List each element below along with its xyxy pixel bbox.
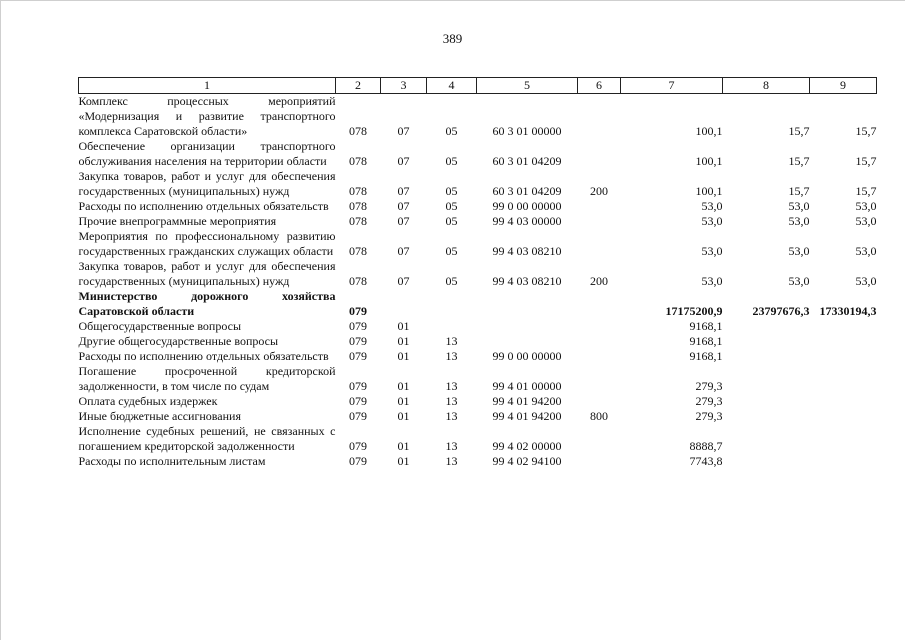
- header-col-1: 1: [79, 78, 336, 94]
- row-name-cell: Другие общегосударственные вопросы: [78, 334, 279, 348]
- expense-type-cell: [578, 424, 621, 454]
- header-col-2: 2: [336, 78, 381, 94]
- amount-col9-cell: 17330194,3: [819, 304, 877, 318]
- target-article-cell: 99 4 03 08210: [492, 244, 562, 258]
- table-row: [79, 214, 877, 229]
- code-main-cell: 079: [349, 334, 367, 348]
- table-row: [79, 229, 877, 259]
- expense-type-cell: [578, 394, 621, 409]
- amount-col9-cell: 53,0: [855, 199, 877, 213]
- amount-col9-cell: [810, 364, 877, 394]
- amount-col7-cell: 53,0: [701, 274, 723, 288]
- section-cell: 01: [397, 454, 410, 468]
- code-main-cell: 078: [349, 154, 367, 168]
- expense-type-cell: [578, 214, 621, 229]
- subsection-cell: 13: [445, 439, 458, 453]
- table-row: [79, 454, 877, 469]
- amount-col7-cell: 100,1: [695, 154, 723, 168]
- table-row: [79, 334, 877, 349]
- amount-col8-cell: 53,0: [788, 274, 810, 288]
- code-main-cell: 079: [349, 304, 367, 318]
- section-cell: 07: [397, 214, 410, 228]
- row-name-cell: Расходы по исполнению отдельных обязательств: [78, 349, 329, 363]
- table-row: [79, 409, 877, 424]
- expense-type-cell: 200: [590, 184, 608, 198]
- amount-col7-cell: 279,3: [695, 379, 723, 393]
- target-article-cell: 60 3 01 00000: [492, 124, 562, 138]
- table-row: [79, 259, 877, 289]
- section-cell: 01: [397, 439, 410, 453]
- section-cell: 07: [397, 184, 410, 198]
- table-row: [79, 169, 877, 199]
- expense-type-cell: [578, 139, 621, 169]
- subsection-cell: 05: [445, 154, 458, 168]
- header-col-4: 4: [427, 78, 477, 94]
- code-main-cell: 079: [349, 409, 367, 423]
- header-col-7: 7: [621, 78, 723, 94]
- row-name-cell: Общегосударственные вопросы: [78, 319, 242, 333]
- subsection-cell: 05: [445, 274, 458, 288]
- header-col-8: 8: [723, 78, 810, 94]
- amount-col8-cell: [723, 334, 810, 349]
- subsection-cell: [427, 289, 477, 319]
- expense-type-cell: [578, 94, 621, 140]
- section-cell: 01: [397, 409, 410, 423]
- table-header-row: [79, 78, 877, 94]
- amount-col8-cell: 15,7: [788, 184, 810, 198]
- code-main-cell: 078: [349, 199, 367, 213]
- code-main-cell: 078: [349, 244, 367, 258]
- amount-col9-cell: [810, 319, 877, 334]
- amount-col7-cell: 279,3: [695, 409, 723, 423]
- row-name-cell: Оплата судебных издержек: [78, 394, 218, 408]
- subsection-cell: 05: [445, 184, 458, 198]
- subsection-cell: 13: [445, 349, 458, 363]
- target-article-cell: 60 3 01 04209: [492, 154, 562, 168]
- amount-col8-cell: [723, 394, 810, 409]
- target-article-cell: 99 4 02 94100: [492, 454, 562, 468]
- code-main-cell: 079: [349, 319, 367, 333]
- subsection-cell: 13: [445, 409, 458, 423]
- row-name-cell: Обеспечение организации транспортного обслуживания населения на территории области: [78, 139, 336, 168]
- section-cell: 01: [397, 394, 410, 408]
- header-col-3: 3: [381, 78, 427, 94]
- amount-col9-cell: [810, 394, 877, 409]
- amount-col7-cell: 9168,1: [689, 334, 723, 348]
- amount-col7-cell: 279,3: [695, 394, 723, 408]
- amount-col8-cell: 53,0: [788, 214, 810, 228]
- subsection-cell: 13: [445, 454, 458, 468]
- code-main-cell: 078: [349, 274, 367, 288]
- code-main-cell: 078: [349, 124, 367, 138]
- code-main-cell: 079: [349, 454, 367, 468]
- row-name-cell: Прочие внепрограммные мероприятия: [78, 214, 277, 228]
- amount-col7-cell: 53,0: [701, 244, 723, 258]
- amount-col7-cell: 100,1: [695, 184, 723, 198]
- target-article-cell: 99 0 00 00000: [492, 349, 562, 363]
- amount-col7-cell: 53,0: [701, 199, 723, 213]
- target-article-cell: 99 4 03 00000: [492, 214, 562, 228]
- amount-col7-cell: 7743,8: [689, 454, 723, 468]
- amount-col9-cell: 15,7: [855, 124, 877, 138]
- target-article-cell: [477, 334, 578, 349]
- table-row: [79, 289, 877, 319]
- amount-col8-cell: 53,0: [788, 199, 810, 213]
- section-cell: 01: [397, 379, 410, 393]
- amount-col8-cell: [723, 364, 810, 394]
- amount-col7-cell: 17175200,9: [665, 304, 723, 318]
- code-main-cell: 079: [349, 349, 367, 363]
- table-row: [79, 349, 877, 364]
- table-row: [79, 94, 877, 140]
- target-article-cell: 99 4 01 00000: [492, 379, 562, 393]
- subsection-cell: 13: [445, 334, 458, 348]
- target-article-cell: 99 4 02 00000: [492, 439, 562, 453]
- expense-type-cell: 200: [590, 274, 608, 288]
- row-name-cell: Комплекс процессных мероприятий «Модернизация и развитие транспортного комплекса Саратовской области»: [78, 94, 336, 138]
- table-row: [79, 199, 877, 214]
- code-main-cell: 079: [349, 379, 367, 393]
- subsection-cell: 05: [445, 244, 458, 258]
- amount-col8-cell: 53,0: [788, 244, 810, 258]
- amount-col9-cell: [810, 409, 877, 424]
- amount-col7-cell: 53,0: [701, 214, 723, 228]
- subsection-cell: 05: [445, 199, 458, 213]
- table-row: [79, 139, 877, 169]
- subsection-cell: 05: [445, 124, 458, 138]
- amount-col7-cell: 100,1: [695, 124, 723, 138]
- amount-col9-cell: [810, 424, 877, 454]
- code-main-cell: 078: [349, 184, 367, 198]
- target-article-cell: 60 3 01 04209: [492, 184, 562, 198]
- section-cell: 01: [397, 334, 410, 348]
- row-name-cell: Исполнение судебных решений, не связанных с погашением кредиторской задолженности: [78, 424, 336, 453]
- code-main-cell: 078: [349, 214, 367, 228]
- amount-col9-cell: 15,7: [855, 184, 877, 198]
- expense-type-cell: [578, 364, 621, 394]
- amount-col8-cell: [723, 424, 810, 454]
- subsection-cell: 13: [445, 394, 458, 408]
- amount-col9-cell: 15,7: [855, 154, 877, 168]
- section-cell: 01: [397, 319, 410, 333]
- expense-type-cell: 800: [590, 409, 608, 423]
- expense-type-cell: [578, 454, 621, 469]
- section-cell: [381, 289, 427, 319]
- expense-type-cell: [578, 199, 621, 214]
- expense-type-cell: [578, 289, 621, 319]
- row-name-cell: Иные бюджетные ассигнования: [78, 409, 241, 423]
- amount-col9-cell: [810, 454, 877, 469]
- subsection-cell: [427, 319, 477, 334]
- amount-col8-cell: 23797676,3: [752, 304, 810, 318]
- expense-type-cell: [578, 229, 621, 259]
- section-cell: 01: [397, 349, 410, 363]
- row-name-cell: Погашение просроченной кредиторской задолженности, в том числе по судам: [78, 364, 336, 393]
- code-main-cell: 079: [349, 439, 367, 453]
- amount-col8-cell: [723, 454, 810, 469]
- section-cell: 07: [397, 199, 410, 213]
- amount-col8-cell: 15,7: [788, 154, 810, 168]
- row-name-cell: Расходы по исполнению отдельных обязательств: [78, 199, 329, 213]
- target-article-cell: [477, 319, 578, 334]
- amount-col9-cell: [810, 349, 877, 364]
- header-col-5: 5: [477, 78, 578, 94]
- amount-col8-cell: [723, 319, 810, 334]
- row-name-cell: Министерство дорожного хозяйства Саратовской области: [78, 289, 336, 318]
- code-main-cell: 079: [349, 394, 367, 408]
- expense-type-cell: [578, 334, 621, 349]
- table-row: [79, 424, 877, 454]
- amount-col9-cell: 53,0: [855, 274, 877, 288]
- amount-col9-cell: 53,0: [855, 244, 877, 258]
- section-cell: 07: [397, 154, 410, 168]
- target-article-cell: [477, 289, 578, 319]
- amount-col8-cell: [723, 409, 810, 424]
- amount-col8-cell: 15,7: [788, 124, 810, 138]
- target-article-cell: 99 4 03 08210: [492, 274, 562, 288]
- row-name-cell: Расходы по исполнительным листам: [78, 454, 266, 468]
- target-article-cell: 99 0 00 00000: [492, 199, 562, 213]
- target-article-cell: 99 4 01 94200: [492, 409, 562, 423]
- row-name-cell: Закупка товаров, работ и услуг для обеспечения государственных (муниципальных) нужд: [78, 259, 336, 288]
- amount-col7-cell: 8888,7: [689, 439, 723, 453]
- table-row: [79, 319, 877, 334]
- subsection-cell: 05: [445, 214, 458, 228]
- section-cell: 07: [397, 274, 410, 288]
- row-name-cell: Мероприятия по профессиональному развитию государственных гражданских служащих области: [78, 229, 336, 258]
- header-col-6: 6: [578, 78, 621, 94]
- row-name-cell: Закупка товаров, работ и услуг для обеспечения государственных (муниципальных) нужд: [78, 169, 336, 198]
- amount-col8-cell: [723, 349, 810, 364]
- section-cell: 07: [397, 124, 410, 138]
- budget-table: [78, 77, 877, 469]
- table-row: [79, 364, 877, 394]
- header-col-9: 9: [810, 78, 877, 94]
- expense-type-cell: [578, 349, 621, 364]
- amount-col9-cell: [810, 334, 877, 349]
- expense-type-cell: [578, 319, 621, 334]
- page-number: 389: [442, 31, 463, 46]
- table-row: [79, 394, 877, 409]
- target-article-cell: 99 4 01 94200: [492, 394, 562, 408]
- section-cell: 07: [397, 244, 410, 258]
- subsection-cell: 13: [445, 379, 458, 393]
- amount-col7-cell: 9168,1: [689, 319, 723, 333]
- amount-col7-cell: 9168,1: [689, 349, 723, 363]
- amount-col9-cell: 53,0: [855, 214, 877, 228]
